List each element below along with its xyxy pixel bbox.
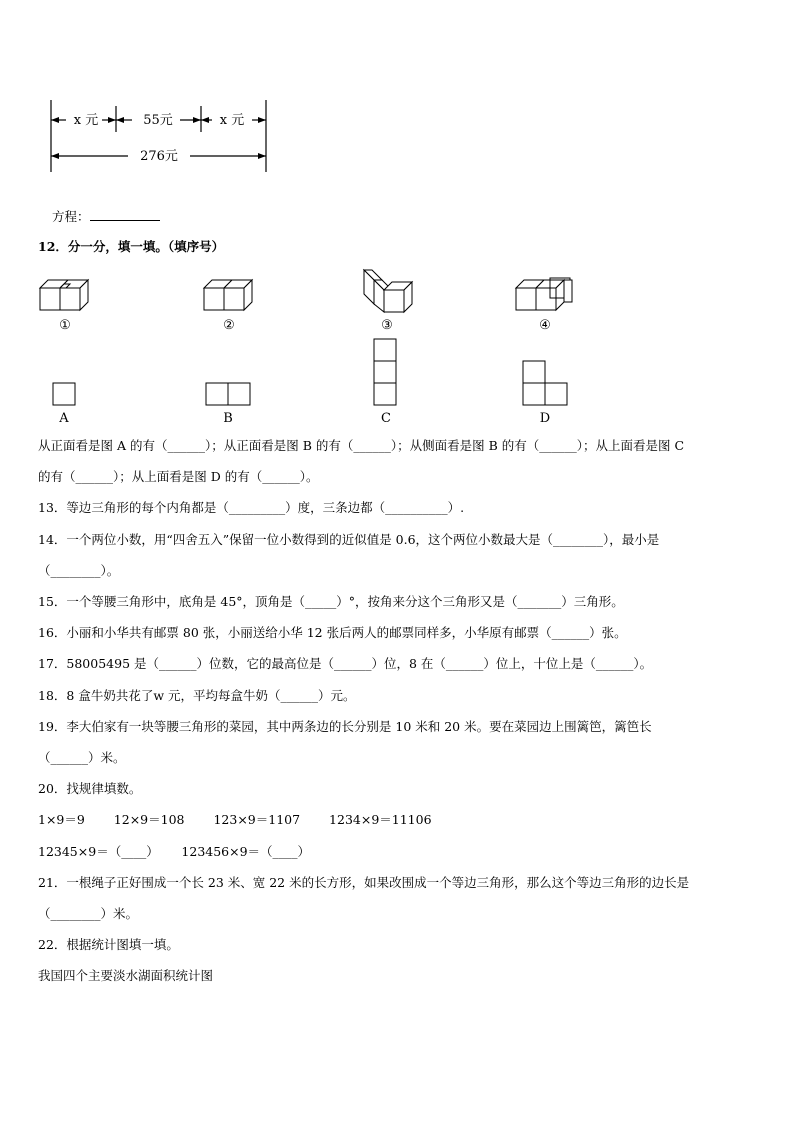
view-d (522, 360, 572, 410)
view-b (205, 382, 255, 412)
q14-line2: （________）。 (38, 563, 120, 578)
segment-mid-label: 55元 (143, 113, 173, 128)
q17: 17．58005495 是（______）位数，它的最高位是（______）位，8 在（______）位上，十位上是（______）。 (38, 656, 653, 671)
q12-title: 12．分一分，填一填。（填序号） (38, 239, 225, 254)
segment-right-label: x 元 (219, 113, 245, 128)
q20-row1: 1×9＝9 12×9＝108 123×9＝1107 1234×9＝11106 (38, 812, 432, 827)
segment-total-label: 276元 (140, 149, 178, 164)
figure-label-2: ② (223, 318, 235, 333)
q13: 13．等边三角形的每个内角都是（_________）度，三条边都（__________）. (38, 500, 465, 515)
q21-line2: （________）米。 (38, 906, 139, 921)
q12-line2: 的有（______）；从上面看是图 D 的有（______）。 (38, 469, 319, 484)
equation-line (52, 208, 160, 225)
q19-line1: 19．李大伯家有一块等腰三角形的菜园，其中两条边的长分别是 10 米和 20 米。要在菜园边上围篱笆，篱笆长 (38, 719, 652, 734)
q19-line2: （______）米。 (38, 750, 126, 765)
segment-diagram-lines (40, 98, 340, 178)
equation-label: 方程： (52, 209, 90, 224)
figure-label-3: ③ (381, 318, 393, 333)
q22-chart-title: 我国四个主要淡水湖面积统计图 (38, 968, 214, 983)
figure-label-4: ④ (539, 318, 551, 333)
figure-1-cubes (38, 276, 98, 316)
q22-title: 22．根据统计图填一填。 (38, 937, 179, 952)
figure-3-cubes (362, 268, 412, 316)
q20-row2: 12345×9＝（____） 123456×9＝（____） (38, 844, 311, 859)
figure-4-cubes (514, 276, 584, 316)
segment-left-label: x 元 (73, 113, 99, 128)
view-label-b: B (223, 411, 233, 426)
q18: 18．8 盒牛奶共花了w 元，平均每盒牛奶（______）元。 (38, 688, 356, 703)
q16: 16．小丽和小华共有邮票 80 张，小丽送给小华 12 张后两人的邮票同样多，小华原有邮票（______）张。 (38, 625, 627, 640)
figure-2-cubes (202, 276, 262, 316)
q14-line1: 14．一个两位小数，用“四舍五入”保留一位小数得到的近似值是 0.6，这个两位小数最大是（________），最小是 (38, 532, 660, 547)
equation-blank[interactable] (90, 208, 160, 221)
view-a (52, 382, 82, 412)
q15: 15．一个等腰三角形中，底角是 45°，顶角是（_____）°，按角来分这个三角形又是（_______）三角形。 (38, 594, 624, 609)
q12-line1: 从正面看是图 A 的有（______）；从正面看是图 B 的有（______）；从侧面看是图 B 的有（______）；从上面看是图 C (38, 438, 685, 453)
view-label-c: C (381, 411, 391, 426)
figure-label-1: ① (59, 318, 71, 333)
q20-title: 20．找规律填数。 (38, 781, 142, 796)
q21-line1: 21．一根绳子正好围成一个长 23 米、宽 22 米的长方形，如果改围成一个等边三角形，那么这个等边三角形的边长是 (38, 875, 690, 890)
view-c (373, 338, 403, 410)
view-label-a: A (59, 411, 69, 426)
view-label-d: D (539, 411, 551, 426)
